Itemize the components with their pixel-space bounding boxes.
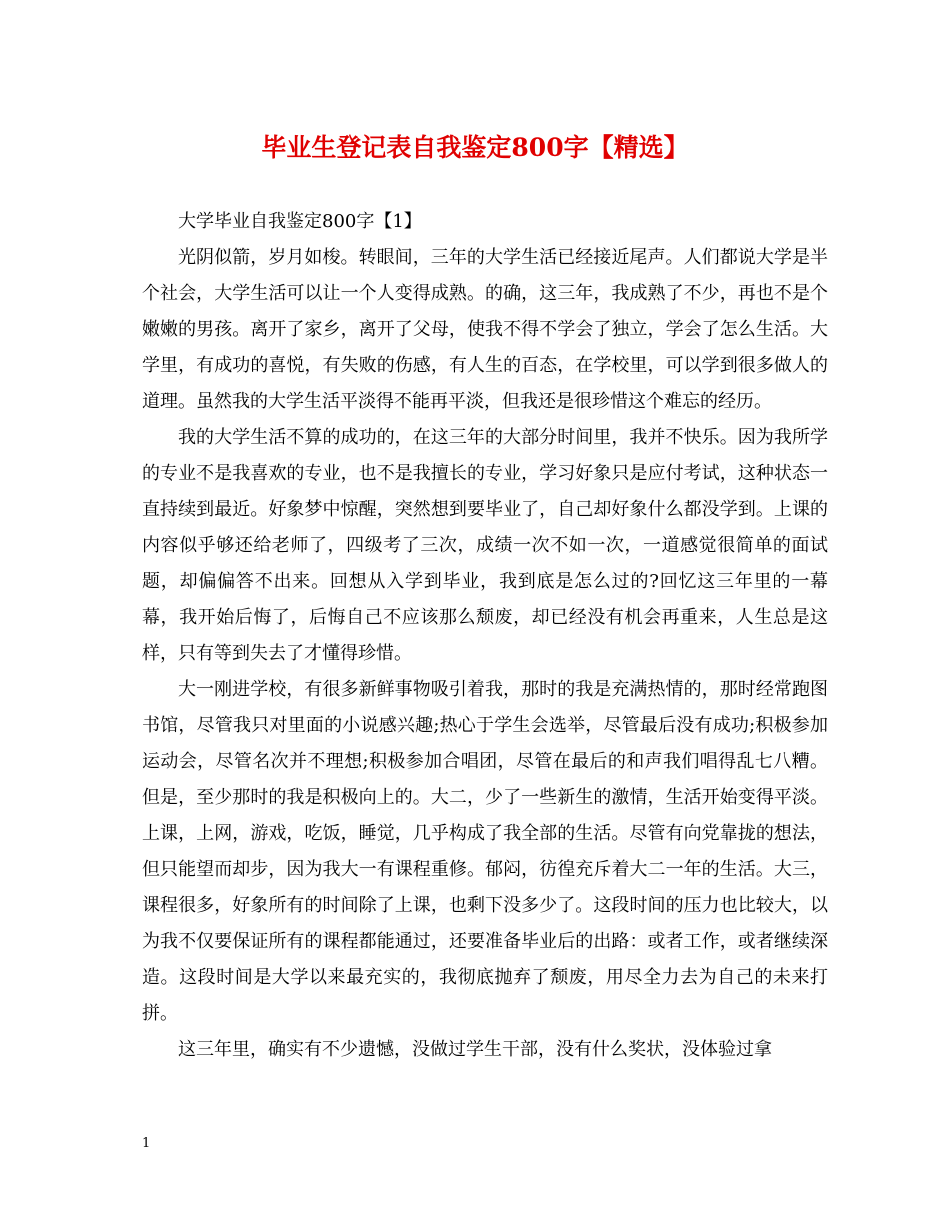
paragraph-3: 大一刚进学校，有很多新鲜事物吸引着我，那时的我是充满热情的，那时经常跑图书馆，尽管我只对里面的小说感兴趣;热心于学生会选举，尽管最后没有成功;积极参加运动会，尽管名次并不理想;积极参加合唱团，尽管在最后的和声我们唱得乱七八糟。但是，至少那时的我是积极向上的。大二，少了一些新生的激情，生活开始变得平淡。上课，上网，游戏，吃饭，睡觉，几乎构成了我全部的生活。尽管有向党靠拢的想法，但只能望而却步，因为我大一有课程重修。郁闷，彷徨充斥着大二一年的生活。大三，课程很多，好象所有的时间除了上课，也剩下没多少了。这段时间的压力也比较大，以为我不仅要保证所有的课程都能通过，还要准备毕业后的出路：或者工作，或者继续深造。这段时间是大学以来最充实的，我彻底抛弃了颓废，用尽全力去为自己的未来打拼。	[142, 679, 828, 1024]
paragraph-4: 这三年里，确实有不少遗憾，没做过学生干部，没有什么奖状，没体验过拿	[178, 1039, 772, 1060]
page-number: 1	[142, 1136, 151, 1151]
document-body	[142, 204, 828, 1068]
paragraph-2: 我的大学生活不算的成功的，在这三年的大部分时间里，我并不快乐。因为我所学的专业不是我喜欢的专业，也不是我擅长的专业，学习好象只是应付考试，这种状态一直持续到最近。好象梦中惊醒，突然想到要毕业了，自己却好象什么都没学到。上课的内容似乎够还给老师了，四级考了三次，成绩一次不如一次，一道感觉很简单的面试题，却偏偏答不出来。回想从入学到毕业，我到底是怎么过的?回忆这三年里的一幕幕，我开始后悔了，后悔自己不应该那么颓废，却已经没有机会再重来，人生总是这样，只有等到失去了才懂得珍惜。	[142, 427, 828, 664]
section-heading: 大学毕业自我鉴定800字【1】	[178, 211, 422, 232]
document-title: 毕业生登记表自我鉴定800字【精选】	[261, 133, 689, 162]
paragraph-1: 光阴似箭，岁月如梭。转眼间，三年的大学生活已经接近尾声。人们都说大学是半个社会，大学生活可以让一个人变得成熟。的确，这三年，我成熟了不少，再也不是个嫩嫩的男孩。离开了家乡，离开了父母，使我不得不学会了独立，学会了怎么生活。大学里，有成功的喜悦，有失败的伤感，有人生的百态，在学校里，可以学到很多做人的道理。虽然我的大学生活平淡得不能再平淡，但我还是很珍惜这个难忘的经历。	[142, 247, 828, 412]
